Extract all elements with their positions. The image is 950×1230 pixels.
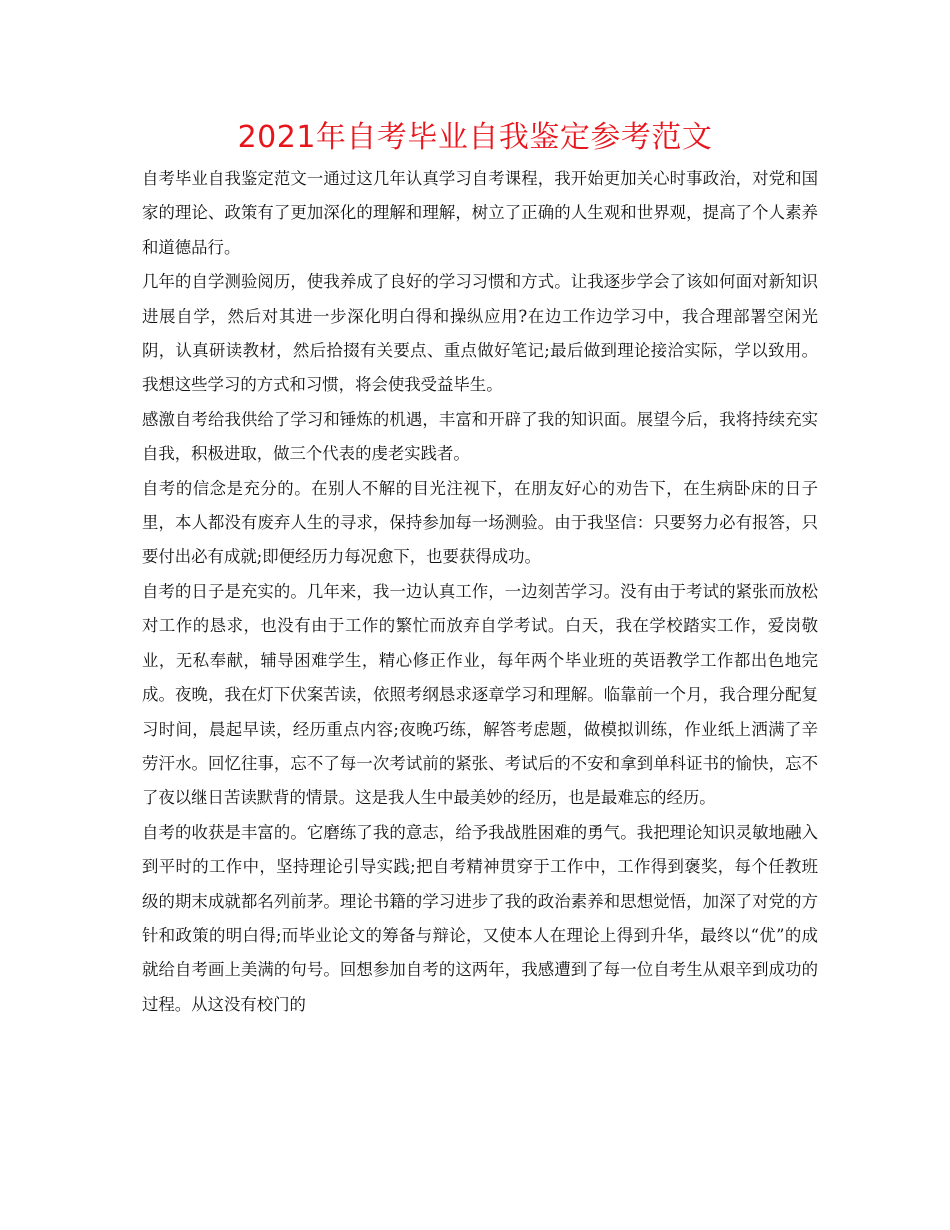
paragraph-5: 自考的日子是充实的。几年来，我一边认真工作，一边刻苦学习。没有由于考试的紧张而放松对工作的恳求，也没有由于工作的繁忙而放弃自学考试。白天，我在学校踏实工作，爱岗敬业，无私奉献，辅导困难学生，精心修正作业，每年两个毕业班的英语教学工作都出色地完成。夜晚，我在灯下伏案苦读，依照考纲恳求逐章学习和理解。临靠前一个月，我合理分配复习时间，晨起早读，经历重点内容;夜晚巧练，解答考虑题，做模拟训练，作业纸上洒满了辛劳汗水。回忆往事，忘不了每一次考试前的紧张、考试后的不安和拿到单科证书的愉快，忘不了夜以继日苦读默背的情景。这是我人生中最美妙的经历，也是最难忘的经历。 [142, 581, 818, 808]
paragraph-3: 感激自考给我供给了学习和锤炼的机遇，丰富和开辟了我的知识面。展望今后，我将持续充实自我，积极进取，做三个代表的虔老实践者。 [142, 409, 818, 464]
paragraph-1: 自考毕业自我鉴定范文一通过这几年认真学习自考课程，我开始更加关心时事政治，对党和国家的理论、政策有了更加深化的理解和理解，树立了正确的人生观和世界观，提高了个人素养和道德品行。 [142, 169, 818, 257]
paragraph-2: 几年的自学测验阅历，使我养成了良好的学习习惯和方式。让我逐步学会了该如何面对新知识进展自学，然后对其进一步深化明白得和操纵应用?在边工作边学习中，我合理部署空闲光阴，认真研读教材，然后拾掇有关要点、重点做好笔记;最后做到理论接洽实际，学以致用。我想这些学习的方式和习惯，将会使我受益毕生。 [142, 272, 818, 395]
paragraph-4: 自考的信念是充分的。在别人不解的目光注视下，在朋友好心的劝告下，在生病卧床的日子里，本人都没有废弃人生的寻求，保持参加每一场测验。由于我坚信：只要努力必有报答，只要付出必有成就;即便经历力每况愈下，也要获得成功。 [142, 478, 818, 567]
document-body [142, 162, 818, 1022]
paragraph-6: 自考的收获是丰富的。它磨练了我的意志，给予我战胜困难的勇气。我把理论知识灵敏地融入到平时的工作中，坚持理论引导实践;把自考精神贯穿于工作中，工作得到褒奖，每个任教班级的期末成就都名列前茅。理论书籍的学习进步了我的政治素养和思想觉悟，加深了对党的方针和政策的明白得;而毕业论文的筹备与辩论，又使本人在理论上得到升华，最终以“优”的成就给自考画上美满的句号。回想参加自考的这两年，我感遭到了每一位自考生从艰辛到成功的过程。从这没有校门的 [142, 822, 818, 1014]
page-title: 2021年自考毕业自我鉴定参考范文 [237, 120, 713, 155]
